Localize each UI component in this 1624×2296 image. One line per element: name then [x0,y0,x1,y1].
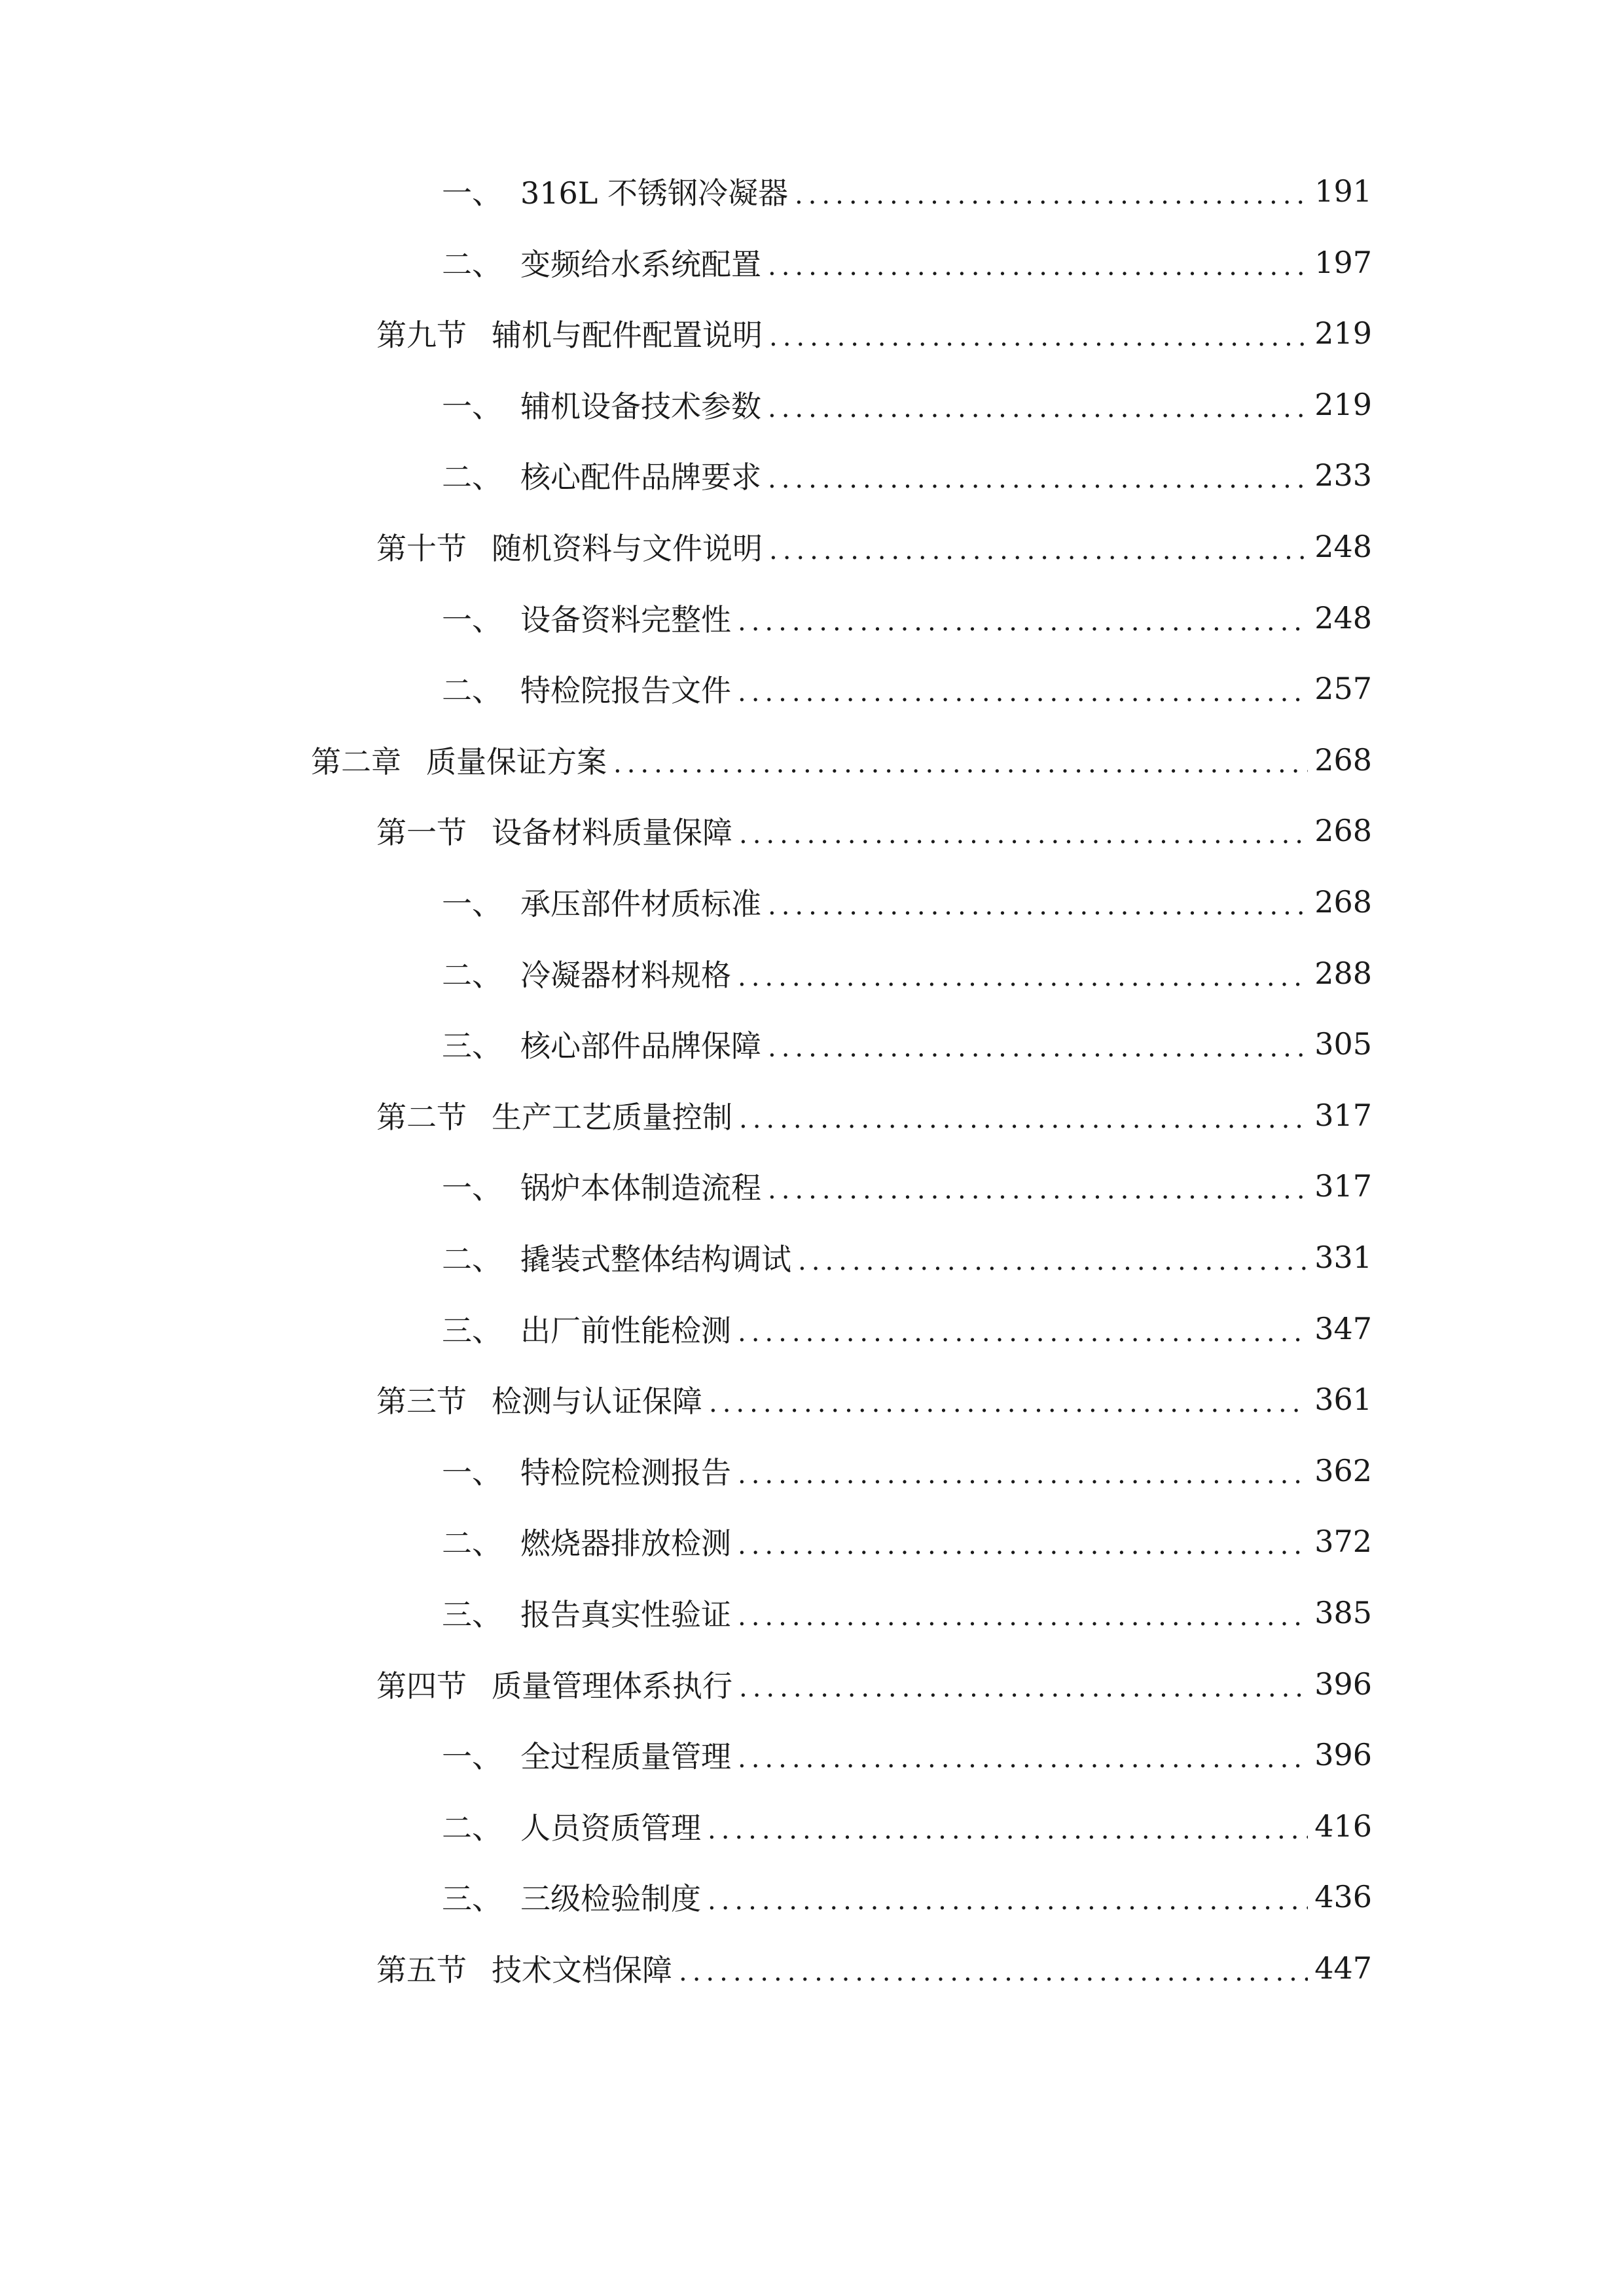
toc-entry-number: 一、 [442,1454,502,1490]
toc-entry-title: 锅炉本体制造流程 [520,1170,761,1206]
toc-entry-number: 二、 [442,1810,502,1846]
toc-entry-title: 生产工艺质量控制 [492,1099,732,1135]
toc-dot-leader [739,1106,1308,1132]
toc-entry[interactable] [442,1231,1372,1283]
toc-entry-page-number: 347 [1314,1310,1372,1346]
toc-entry[interactable] [376,520,1372,573]
toc-entry-page-number: 248 [1314,600,1372,636]
toc-entry-number: 一、 [442,886,502,922]
toc-dot-leader [679,1959,1308,1985]
toc-entry-page-number: 331 [1314,1240,1372,1275]
toc-entry-page-number: 219 [1314,386,1372,422]
toc-entry-title: 随机资料与文件说明 [492,531,763,566]
toc-entry-page-number: 372 [1314,1524,1372,1560]
toc-entry[interactable] [442,1587,1372,1639]
toc-entry-page-number: 268 [1314,813,1372,849]
toc-dot-leader [738,1604,1308,1630]
toc-entry-number: 一、 [442,1170,502,1206]
toc-entry-page-number: 233 [1314,457,1372,493]
toc-entry[interactable] [442,947,1372,999]
toc-entry-title: 出厂前性能检测 [520,1312,731,1348]
toc-entry[interactable] [376,1089,1372,1141]
toc-entry-title: 核心配件品牌要求 [520,459,761,495]
toc-entry-number: 二、 [442,673,502,709]
toc-entry[interactable] [376,1658,1372,1710]
toc-entry-page-number: 317 [1314,1168,1372,1204]
toc-entry-page-number: 197 [1314,244,1372,280]
toc-entry-title: 设备材料质量保障 [492,815,732,851]
toc-entry-title: 核心部件品牌保障 [520,1028,761,1064]
toc-entry[interactable] [442,1444,1372,1497]
toc-dot-leader [738,964,1308,990]
toc-dot-leader [738,1746,1308,1772]
toc-entry[interactable] [442,592,1372,644]
toc-dot-leader [768,466,1308,492]
toc-dot-leader [768,253,1308,279]
toc-entry[interactable] [442,449,1372,501]
toc-entry-number: 三、 [442,1881,502,1917]
toc-entry-page-number: 257 [1314,671,1372,707]
toc-entry[interactable] [376,804,1372,857]
toc-dot-leader [739,1675,1308,1701]
toc-dot-leader [738,1462,1308,1488]
toc-dot-leader [739,821,1308,848]
toc-entry[interactable] [442,1302,1372,1355]
toc-entry[interactable] [376,307,1372,359]
toc-entry-number: 第一节 [376,815,467,851]
toc-entry-number: 第三节 [376,1384,467,1420]
toc-entry-page-number: 191 [1314,173,1372,209]
toc-entry-title: 三级检验制度 [520,1881,701,1917]
toc-dot-leader [738,1532,1308,1558]
toc-entry-number: 二、 [442,246,502,282]
toc-dot-leader [795,182,1308,208]
toc-entry-page-number: 288 [1314,955,1372,991]
toc-entry-title: 特检院报告文件 [520,673,731,709]
toc-entry-title: 冷凝器材料规格 [520,957,731,993]
toc-dot-leader [708,1888,1308,1914]
toc-entry-page-number: 361 [1314,1382,1372,1418]
toc-entry[interactable] [442,1729,1372,1781]
toc-entry-number: 一、 [442,175,502,211]
toc-entry-title: 全过程质量管理 [520,1739,731,1775]
toc-dot-leader [768,1035,1308,1061]
toc-entry-page-number: 447 [1314,1950,1372,1986]
toc-entry[interactable] [376,1373,1372,1426]
toc-entry[interactable] [442,378,1372,431]
toc-entry-page-number: 396 [1314,1666,1372,1702]
toc-entry-title: 撬装式整体结构调试 [520,1242,791,1277]
toc-dot-leader [613,751,1308,777]
toc-dot-leader [768,893,1308,919]
toc-dot-leader [769,537,1308,564]
toc-entry-page-number: 385 [1314,1595,1372,1630]
toc-entry-number: 第九节 [376,317,467,353]
toc-entry-title: 变频给水系统配置 [520,246,761,282]
toc-entry-number: 三、 [442,1597,502,1632]
toc-entry-number: 一、 [442,1739,502,1775]
toc-entry[interactable] [442,165,1372,217]
toc-dot-leader [738,679,1308,706]
toc-entry-title: 人员资质管理 [520,1810,701,1846]
toc-entry-number: 一、 [442,601,502,637]
toc-entry-title: 质量保证方案 [426,744,607,780]
toc-entry-number: 第二节 [376,1099,467,1135]
toc-entry[interactable] [442,1871,1372,1923]
toc-entry-title: 报告真实性验证 [520,1597,731,1632]
toc-entry-title: 316L 不锈钢冷凝器 [520,175,788,211]
toc-entry-page-number: 268 [1314,742,1372,778]
toc-entry[interactable] [442,876,1372,928]
toc-entry-title: 技术文档保障 [492,1952,672,1988]
toc-entry-page-number: 248 [1314,529,1372,564]
toc-entry-number: 三、 [442,1312,502,1348]
toc-entry[interactable] [442,236,1372,289]
toc-entry-page-number: 305 [1314,1026,1372,1062]
toc-entry[interactable] [442,1018,1372,1070]
toc-dot-leader [768,395,1308,422]
toc-entry[interactable] [442,1800,1372,1852]
toc-entry[interactable] [376,1942,1372,1994]
toc-entry-page-number: 416 [1314,1808,1372,1844]
toc-entry-page-number: 317 [1314,1097,1372,1133]
toc-entry-number: 二、 [442,459,502,495]
toc-entry-number: 第十节 [376,531,467,566]
toc-entry-number: 二、 [442,1526,502,1562]
toc-entry-number: 一、 [442,388,502,424]
toc-dot-leader [709,1390,1308,1416]
toc-entry-number: 二、 [442,1242,502,1277]
toc-entry[interactable] [442,1160,1372,1212]
toc-entry-number: 第二章 [311,744,401,780]
toc-entry-number: 二、 [442,957,502,993]
toc-dot-leader [738,609,1308,635]
toc-dot-leader [738,1319,1308,1346]
toc-entry-page-number: 436 [1314,1879,1372,1915]
toc-entry-page-number: 396 [1314,1737,1372,1773]
toc-entry-title: 特检院检测报告 [520,1454,731,1490]
toc-entry-title: 辅机与配件配置说明 [492,317,763,353]
toc-entry-title: 质量管理体系执行 [492,1668,732,1704]
toc-entry-number: 第五节 [376,1952,467,1988]
toc-entry-title: 燃烧器排放检测 [520,1526,731,1562]
toc-entry-number: 三、 [442,1028,502,1064]
toc-entry-page-number: 219 [1314,315,1372,351]
toc-entry-title: 承压部件材质标准 [520,886,761,922]
toc-dot-leader [708,1817,1308,1843]
toc-entry-title: 设备资料完整性 [520,601,731,637]
toc-entry[interactable] [311,734,1372,786]
toc-entry[interactable] [442,1515,1372,1568]
toc-entry-title: 检测与认证保障 [492,1384,702,1420]
toc-entry-page-number: 362 [1314,1452,1372,1488]
toc-entry[interactable] [442,662,1372,715]
toc-entry-number: 第四节 [376,1668,467,1704]
toc-entry-page-number: 268 [1314,884,1372,920]
toc-dot-leader [798,1248,1308,1274]
toc-dot-leader [769,324,1308,350]
toc-dot-leader [768,1177,1308,1203]
toc-entry-title: 辅机设备技术参数 [520,388,761,424]
